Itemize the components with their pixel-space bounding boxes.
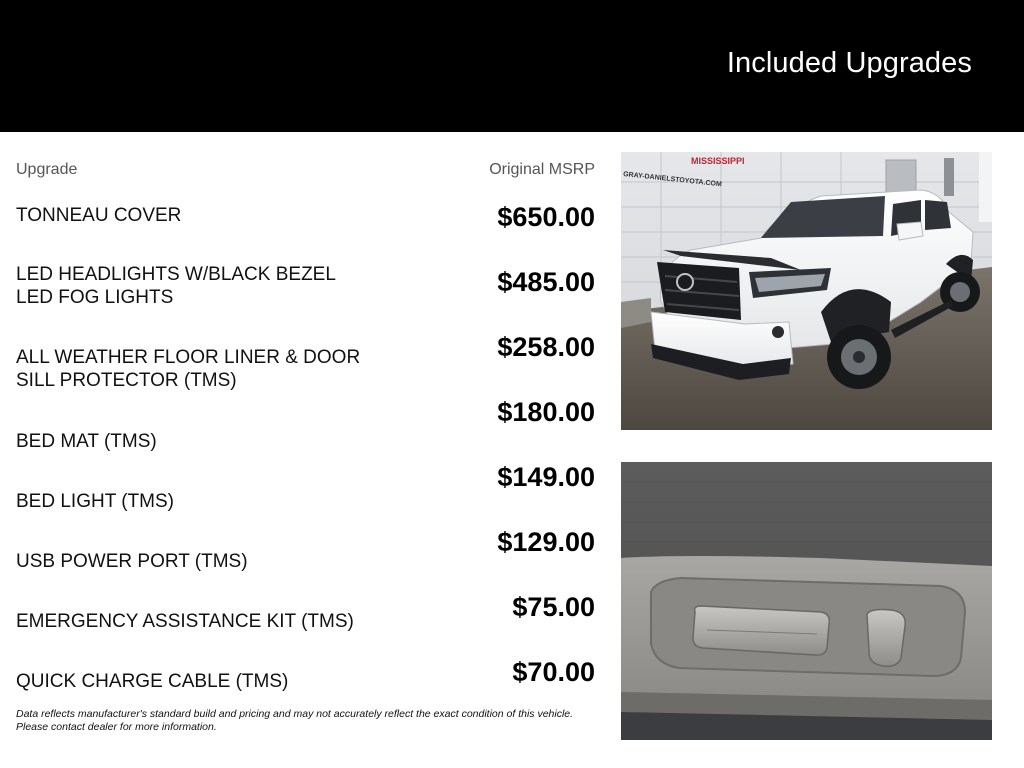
upgrade-item-line: BED LIGHT (TMS) (16, 491, 174, 512)
upgrade-price: $129.00 (497, 527, 595, 557)
upgrade-item-line: ALL WEATHER FLOOR LINER & DOOR (16, 347, 361, 368)
disclaimer-line: Please contact dealer for more information. (16, 720, 217, 733)
upgrade-item-line: SILL PROTECTOR (TMS) (16, 370, 237, 391)
seat-control-illustration (621, 462, 992, 740)
upgrade-price: $75.00 (512, 592, 595, 622)
disclaimer-line: Data reflects manufacturer's standard build and pricing and may not accurately reflect the exact condition of this vehicle. (16, 708, 574, 720)
truck-photo (621, 152, 992, 430)
upgrade-price: $258.00 (497, 332, 595, 362)
upgrade-item-usb-power-port (16, 550, 416, 573)
upgrade-item-emergency-kit (16, 610, 416, 633)
upgrade-item-quick-charge-cable (16, 670, 416, 693)
upgrade-price: $149.00 (497, 462, 595, 492)
upgrade-item-line: BED MAT (TMS) (16, 431, 157, 452)
page-title: Included Upgrades (726, 47, 972, 79)
dealer-sign-url: GRAY-DANIELSTOYOTA.COM (622, 171, 723, 189)
disclaimer (16, 708, 616, 733)
upgrade-item-line: QUICK CHARGE CABLE (TMS) (16, 671, 289, 692)
upgrade-price: $650.00 (497, 202, 595, 232)
upgrade-item-line: USB POWER PORT (TMS) (16, 551, 248, 572)
dealer-sign-text: MISSISSIPPI (691, 156, 745, 166)
upgrade-item-line: EMERGENCY ASSISTANCE KIT (TMS) (16, 611, 354, 632)
header-bar (0, 0, 1024, 132)
upgrade-price: $70.00 (512, 657, 595, 687)
upgrade-item-floor-liner (16, 346, 416, 392)
upgrade-item-line: TONNEAU COVER (16, 205, 182, 226)
upgrade-item-led-headlights (16, 263, 416, 309)
upgrade-price: $180.00 (497, 397, 595, 427)
upgrade-price: $485.00 (497, 267, 595, 297)
msrp-column-header: Original MSRP (489, 161, 595, 178)
seat-control-photo (621, 462, 992, 740)
upgrade-column-header: Upgrade (16, 161, 78, 178)
upgrade-item-bed-light (16, 490, 416, 513)
upgrade-item-bed-mat (16, 430, 416, 453)
truck-illustration (621, 152, 992, 430)
upgrade-item-line: LED FOG LIGHTS (16, 287, 174, 308)
upgrade-item-tonneau-cover (16, 204, 416, 227)
upgrade-item-line: LED HEADLIGHTS W/BLACK BEZEL (16, 264, 336, 285)
